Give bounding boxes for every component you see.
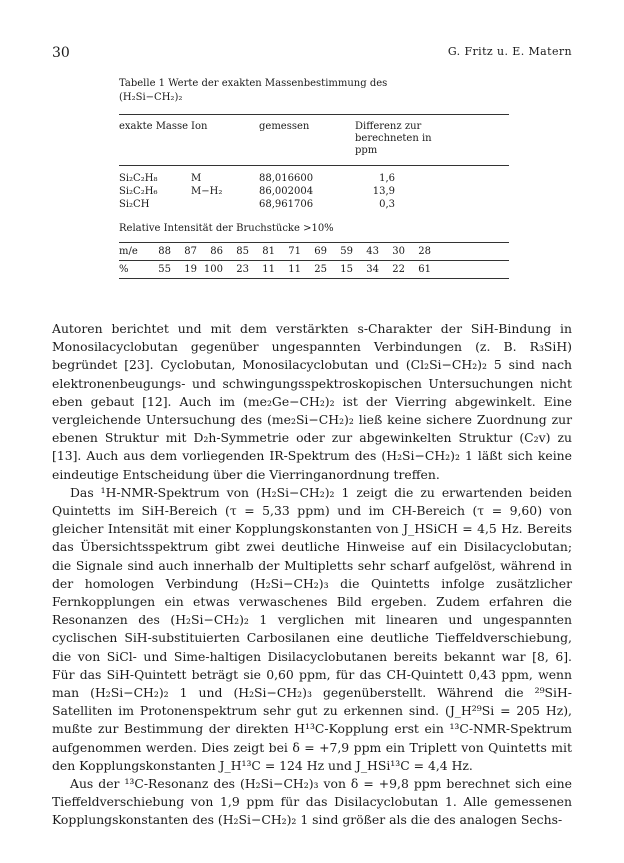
mz-value: 59 (340, 246, 353, 257)
intensity-title: Relative Intensität der Bruchstücke >10% (119, 223, 334, 234)
pct-row (119, 261, 509, 278)
pct-value: 11 (288, 264, 301, 275)
table-block (119, 77, 509, 279)
paragraph: Aus der ¹³C-Resonanz des (H₂Si−CH₂)₃ von δ = +9,8 ppm berechnet sich eine Tieffeldverschiebung von 1,9 ppm für das Disilacyclobutan 1. Alle gemessenen Kopplungskonstanten des (H₂Si−CH₂)₂ 1 sind größer als die des analogen Sechs- (52, 776, 572, 828)
pct-value: 23 (236, 264, 249, 275)
table-caption-line-2: (H₂Si−CH₂)₂ (119, 92, 183, 103)
mz-value: 87 (184, 246, 197, 257)
table-header-cell: Ion (191, 121, 208, 132)
mz-label: m/e (119, 246, 138, 257)
intensity-bottom-rule (119, 278, 509, 279)
table-header-row (119, 115, 509, 165)
pct-value: 19 (184, 264, 197, 275)
table-cell: M−H₂ (191, 186, 223, 197)
table-cell: 13,9 (372, 186, 395, 197)
table-cell: Si₂C₂H₈ (119, 173, 158, 184)
table-header-rule (119, 165, 509, 166)
mz-value: 28 (418, 246, 431, 257)
paragraph: Das ¹H-NMR-Spektrum von (H₂Si−CH₂)₂ 1 zeigt die zu erwartenden beiden Quintetts im SiH-Bereich (τ = 5,33 ppm) und im CH-Bereich (τ = 9,60) von gleicher Intensität mit einer Kopplungskonstanten von J_HSiCH = 4,5 Hz. Bereits das Übersichtsspektrum gibt zwei deutliche Hinweise auf ein Disilacyclobutan; die Signale sind auch innerhalb der Multipletts sehr scharf aufgelöst, während in der homologen Verbindung (H₂Si−CH₂)₃ die Quintetts infolge zusätzlicher Fernkopplungen ein etwas verwaschenes Bild ergeben. Zudem erfahren die Resonanzen des (H₂Si−CH₂)₂ 1 verglichen mit linearen und ungespannten cyclischen SiH-substituierten Carbosilanen eine deutliche Tieffeldverschiebung, die von SiCl- und Sime-haltigen Disilacyclobutanen bereits bekannt war [8, 6]. Für das SiH-Quintett beträgt sie 0,60 ppm, für das CH-Quintett 0,43 ppm, wenn man (H₂Si−CH₂)₂ 1 und (H₂Si−CH₂)₃ gegenüberstellt. Während die ²⁹SiH-Satelliten im Protonenspektrum sehr gut zu erkennen sind. (J_H²⁹Si = 205 Hz), mußte zur Bestimmung der direkten H¹³C-Kopplung erst ein ¹³C-NMR-Spektrum aufgenommen werden. Dies zeigt bei δ = +7,9 ppm ein Triplett von Quintetts mit den Kopplungskonstanten J_H¹³C = 124 Hz und J_HSi¹³C = 4,4 Hz. (52, 484, 572, 773)
paragraph: Autoren berichtet und mit dem verstärkten s-Charakter der SiH-Bindung in Monosilacyclobutan gegenüber ungespannten Verbindungen (z. B. R₃SiH) begründet [23]. Cyclobutan, Monosilacyclobutan und (Cl₂Si−CH₂)₂ 5 sind nach elektronenbeugungs- und schwingungsspektroskopischen Untersuchungen nicht eben gebaut [12]. Auch im (me₂Ge−CH₂)₂ ist der Vierring abgewinkelt. Eine vergleichende Untersuchung des (me₂Si−CH₂)₂ ließ keine sichere Zuordnung zur ebenen Struktur mit D₂h-Symmetrie oder zur abgewinkelten Struktur (C₂v) zu [13]. Auch aus dem vorliegenden IR-Spektrum des (H₂Si−CH₂)₂ 1 läßt sich keine eindeutige Entscheidung über die Vierringanordnung treffen. (52, 321, 572, 482)
mz-value: 69 (314, 246, 327, 257)
table-header-cell: Differenz zur berechneten in ppm (355, 121, 432, 156)
mz-value: 85 (236, 246, 249, 257)
page-number: 30 (52, 45, 70, 61)
table-cell: 1,6 (379, 173, 395, 184)
table-caption (119, 77, 509, 105)
pct-value: 100 (203, 264, 223, 275)
pct-label: % (119, 264, 129, 275)
table-row (119, 185, 509, 198)
table-row (119, 172, 509, 185)
mz-value: 71 (288, 246, 301, 257)
pct-value: 61 (418, 264, 431, 275)
mz-value: 88 (158, 246, 171, 257)
table-cell: 68,961706 (259, 199, 314, 210)
table-cell: Si₂C₂H₆ (119, 186, 158, 197)
table-cell (191, 198, 259, 211)
mz-value: 43 (366, 246, 379, 257)
pct-value: 25 (314, 264, 327, 275)
table-cell: 88,016600 (259, 173, 314, 184)
table-cell: M (191, 173, 202, 184)
mz-row (119, 243, 509, 260)
running-head: G. Fritz u. E. Matern (447, 45, 572, 58)
table-cell: 0,3 (379, 199, 395, 210)
table-header-cell: gemessen (259, 121, 310, 132)
pct-value: 11 (262, 264, 275, 275)
pct-value: 55 (158, 264, 171, 275)
table-caption-line-1: Tabelle 1 Werte der exakten Massenbestimmung des (119, 78, 388, 89)
mz-value: 86 (210, 246, 223, 257)
pct-value: 34 (366, 264, 379, 275)
mz-value: 30 (392, 246, 405, 257)
pct-value: 15 (340, 264, 353, 275)
table-cell: 86,002004 (259, 186, 314, 197)
table-header-cell: exakte Masse (119, 121, 189, 132)
body-text (52, 320, 572, 830)
pct-value: 22 (392, 264, 405, 275)
table-row (119, 198, 509, 211)
table-cell: Si₂CH (119, 199, 150, 210)
mz-value: 81 (262, 246, 275, 257)
